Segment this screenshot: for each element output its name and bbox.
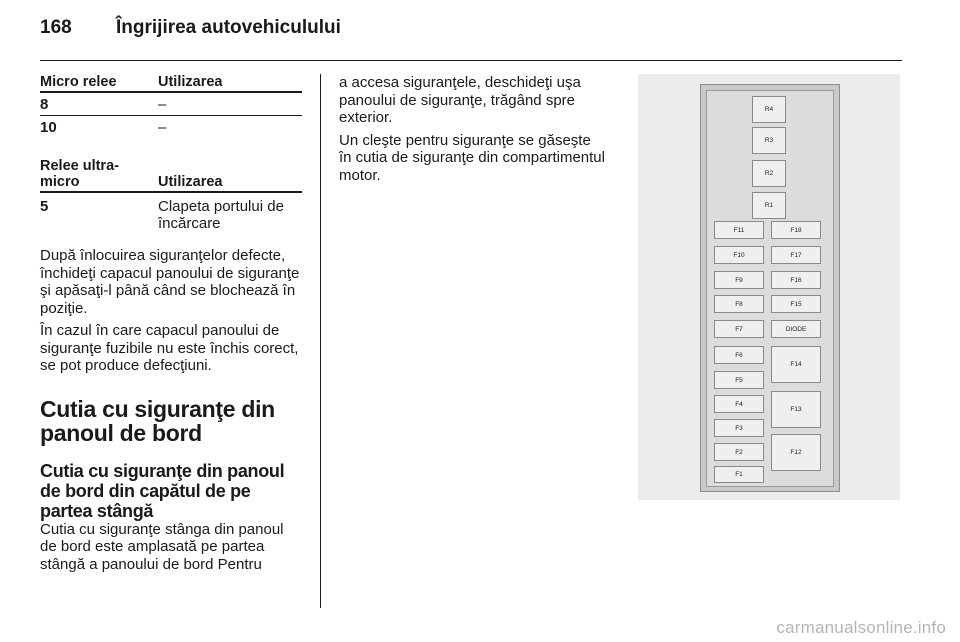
fuse-f8: F8 <box>714 295 764 313</box>
column-header: Utilizarea <box>158 174 223 190</box>
fuse-f10: F10 <box>714 246 764 264</box>
fuse-f18: F18 <box>771 221 821 239</box>
ultra-micro-relay-table-header <box>40 158 302 193</box>
relay-r2: R2 <box>752 160 786 187</box>
fuse-f9: F9 <box>714 271 764 289</box>
fuse-f4: F4 <box>714 395 764 413</box>
fuse-f7: F7 <box>714 320 764 338</box>
relay-r1: R1 <box>752 192 786 219</box>
fuse-panel-diagram <box>638 74 900 500</box>
micro-relay-table <box>40 74 302 138</box>
fuse-f5: F5 <box>714 371 764 389</box>
left-column <box>40 74 302 573</box>
fuse-f12: F12 <box>771 434 821 471</box>
header-divider <box>40 60 902 61</box>
table-row <box>40 193 302 232</box>
table-cell: – <box>158 96 167 113</box>
table-cell: 5 <box>40 198 49 215</box>
column-header: Relee ultra-micro <box>40 158 119 190</box>
paragraph: După înlocuirea siguranţelor defecte, închideţi capacul panoului de siguranţe şi apăsaţi-l până când se blochează în poziţie. <box>40 247 300 317</box>
fuse-f17: F17 <box>771 246 821 264</box>
page-title: Îngrijirea autovehiculului <box>116 17 341 38</box>
column-header: Micro relee <box>40 74 117 90</box>
fuse-f14: F14 <box>771 346 821 383</box>
table-cell: Clapeta portului de încărcare <box>158 198 284 232</box>
table-cell: 8 <box>40 96 49 113</box>
table-row <box>40 93 302 116</box>
fuse-f15: F15 <box>771 295 821 313</box>
page-number: 168 <box>40 17 72 38</box>
right-text-column <box>339 74 605 184</box>
ultra-micro-relay-table <box>40 158 302 232</box>
relay-r4: R4 <box>752 96 786 123</box>
fuse-f6: F6 <box>714 346 764 364</box>
fuse-f3: F3 <box>714 419 764 437</box>
micro-relay-table-header <box>40 74 302 93</box>
paragraph: Cutia cu siguranţe stânga din panoul de bord este amplasată pe partea stângă a panoului de bord Pentru <box>40 520 284 573</box>
table-cell: – <box>158 119 167 136</box>
fuse-f11: F11 <box>714 221 764 239</box>
diode: DIODE <box>771 320 821 338</box>
relay-r3: R3 <box>752 127 786 154</box>
column-divider <box>320 74 321 608</box>
watermark-link[interactable]: carmanualsonline.info <box>776 618 946 637</box>
paragraph: a accesa siguranţele, deschideţi uşa panoului de siguranţe, trăgând spre exterior. <box>339 74 581 126</box>
fuse-f2: F2 <box>714 443 764 461</box>
column-header: Utilizarea <box>158 74 223 90</box>
fuse-f13: F13 <box>771 391 821 428</box>
table-cell: 10 <box>40 119 57 136</box>
fuse-f1: F1 <box>714 466 764 483</box>
subsection-heading: Cutia cu siguranţe din panoul de bord din capătul de pe partea stângă <box>40 460 285 521</box>
paragraph: Un cleşte pentru siguranţe se găseşte în cutia de siguranţe din compartimentul motor. <box>339 131 605 184</box>
fuse-f16: F16 <box>771 271 821 289</box>
table-row <box>40 116 302 138</box>
paragraph: În cazul în care capacul panoului de siguranţe fuzibile nu este închis corect, se pot produce defecţiuni. <box>40 322 299 374</box>
section-heading: Cutia cu siguranţe din panoul de bord <box>40 395 275 446</box>
